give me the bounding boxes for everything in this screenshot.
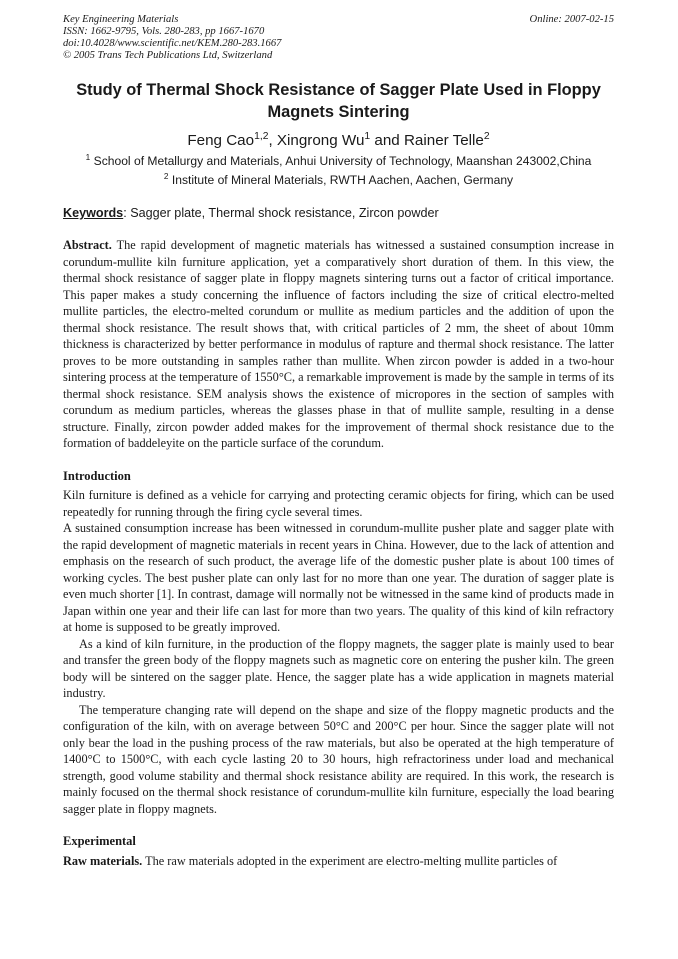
keywords-colon: : (123, 206, 127, 221)
raw-materials-label: Raw materials. (63, 853, 143, 868)
paper-page (63, 14, 614, 869)
experimental-heading: Experimental (63, 834, 136, 849)
paper-title: Study of Thermal Shock Resistance of Sagger Plate Used in Floppy Magnets Sintering (76, 81, 601, 121)
author-affiliation-mark: 1,2 (254, 131, 269, 143)
affiliation-number: 1 (85, 153, 91, 163)
keywords-label: Keywords (63, 206, 124, 221)
author-affiliation-mark: 2 (483, 131, 490, 143)
abstract-label: Abstract. (63, 238, 112, 253)
author-separator: and (370, 132, 404, 150)
issn-line: ISSN: 1662-9795, Vols. 280-283, pp 1667-1670 (63, 26, 265, 38)
affiliation-1 (63, 152, 614, 171)
doi-line: doi:10.4028/www.scientific.net/KEM.280-283.1667 (63, 38, 282, 50)
author-affiliation-mark: 1 (364, 131, 371, 143)
abstract-paragraph (63, 237, 614, 452)
journal-name: Key Engineering Materials (63, 14, 179, 25)
author-name: Feng Cao (187, 132, 255, 150)
affiliation-number: 2 (163, 172, 169, 182)
intro-paragraph-1: Kiln furniture is defined as a vehicle for carrying and protecting ceramic objects for firing, which can be used repeatedly for running through the firing cycle several times. (63, 488, 614, 519)
affiliation-2 (63, 171, 614, 190)
author-name: Rainer Telle (403, 132, 484, 150)
intro-paragraph-4: The temperature changing rate will depend on the shape and size of the floppy magnetic products and the configuration of the kiln, with on average between 50°C and 200°C per hour. Since the sagger plate will not only bear the load in the pushing process of the raw materials, but also be operated at the high temperature of 1400°C to 1500°C, with each cycle lasting 20 to 30 hours, high refractoriness under load and mechanical strength, good volume stability and thermal shock resistance ability are required. In this work, the research is mainly focused on the thermal shock resistance of corundum-mullite kiln furniture, especially the load bearing sagger plate in floppy magnets. (63, 702, 614, 816)
keywords-text: Sagger plate, Thermal shock resistance, Zircon powder (126, 206, 439, 221)
copyright-line: © 2005 Trans Tech Publications Ltd, Switzerland (63, 50, 273, 62)
abstract-text: The rapid development of magnetic materials has witnessed a sustained consumption increase in corundum-mullite kiln furniture application, yet a comparatively short duration of them. In this view, the thermal shock resistance of sagger plate in floppy magnets sintering turns out a factor of critical importance. This paper makes a study concerning the influence of factors including the size of critical electro-melted mullite particles, the electro-melted corundum or mullite as medium particles and the addition of upon the thermal shock resistance. The result shows that, with critical particles of 2 mm, the sheet of about 10mm thickness is characterized by better performance in modulus of rapture and thermal shock resistance. The latter proves to be more outstanding in samples rather than mullite. When zircon powder is added in a two-hour sintering process at the temperature of 1550°C, a remarkable improvement is made by the sample in terms of its thermal shock resistance. SEM analysis shows the existence of micropores in the section of samples with corundum as medium particles, whereas the glasses phase in that of mullite sample, resulting in a dense structure. Finally, zircon powder added makes for the improvement of thermal shock resistance due to the formation of baddeleyite on the particle surface of the corundum. (63, 238, 614, 451)
journal-header (63, 14, 614, 62)
intro-paragraph-2: A sustained consumption increase has been witnessed in corundum-mullite pusher plate and sagger plate with the rapid development of magnetic materials in recent years in China. However, due to the lack of attention and emphasis on the research of such product, the average life of the domestic pusher plate is about 100 times of working cycles. The best pusher plate can only last for no more than one year. The duration of sagger plate is even much shorter [1]. In contrast, damage will normally not be witnessed in the same kind of products made in Japan within one year and their life can last for more than two years. The quality of this kind of kiln refractory at home is supposed to be greatly improved. (63, 521, 614, 635)
raw-materials-text: The raw materials adopted in the experiment are electro-melting mullite particles of (142, 853, 558, 868)
keywords-line (63, 205, 614, 221)
introduction-heading: Introduction (63, 468, 131, 483)
online-date: Online: 2007-02-15 (529, 14, 614, 25)
author-name: Xingrong Wu (276, 132, 365, 150)
affiliation-text: School of Metallurgy and Materials, Anhui University of Technology, Maanshan 243002,China (93, 154, 592, 169)
author-separator: , (268, 132, 277, 150)
raw-materials-paragraph (63, 853, 614, 870)
author-list (63, 131, 614, 150)
intro-paragraph-3: As a kind of kiln furniture, in the production of the floppy magnets, the sagger plate is mainly used to bear and transfer the green body of the floppy magnets such as magnetic core on entering the pusher kiln. The green body will be sintered on the sagger plate. Hence, the sagger plate has a wide application in magnets material industry. (63, 636, 614, 701)
affiliation-text: Institute of Mineral Materials, RWTH Aachen, Aachen, Germany (171, 173, 514, 188)
